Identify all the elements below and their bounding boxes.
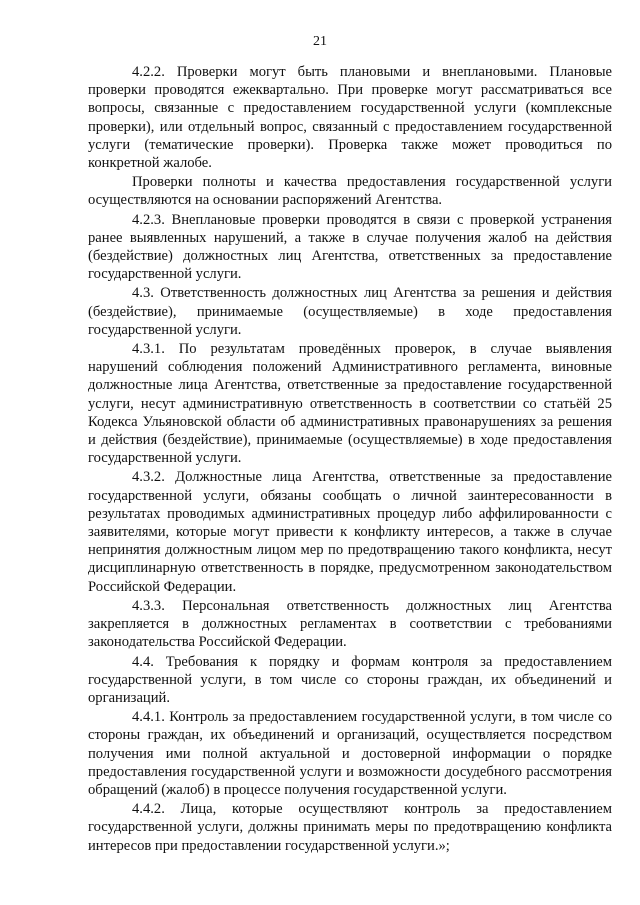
paragraph-inspections-basis: Проверки полноты и качества предоставления государственной услуги осуществляются на основании распоряжений Агентства. [88,174,612,209]
paragraph-4-3-2: 4.3.2. Должностные лица Агентства, ответственные за предоставление государственной услуги, обязаны сообщать о личной заинтересованности в результатах проводимых административных процедур либо аффилированности с заявителями, которые могут привести к конфликту интересов, а также в случае непринятия должностным лицом мер по предотвращению такого конфликта, несут дисциплинарную ответственность в порядке, предусмотренном законодательством Российской Федерации. [88,469,612,595]
document-body [88,63,612,856]
paragraph-4-2-2: 4.2.2. Проверки могут быть плановыми и внеплановыми. Плановые проверки проводятся ежеквартально. При проверке могут рассматриваться все вопросы, связанные с предоставлением государственной услуги (комплексные проверки), или отдельный вопрос, связанный с предоставлением государственной услуги (тематические проверки). Проверка также может проводиться по конкретной жалобе. [88,64,612,172]
paragraph-4-4: 4.4. Требования к порядку и формам контроля за предоставлением государственной услуги, в том числе со стороны граждан, их объединений и организаций. [88,653,612,706]
page-number: 21 [313,34,327,49]
paragraph-4-3-1: 4.3.1. По результатам проведённых проверок, в случае выявления нарушений соблюдения положений Административного регламента, виновные должностные лица Агентства, ответственные за предоставление государственной услуги, несут административную ответственность в соответствии со статьёй 25 Кодекса Ульяновской области об административных правонарушениях за решения и действия (бездействие), принимаемые (осуществляемые) в ходе предоставления государственной услуги. [88,341,612,467]
paragraph-4-4-1: 4.4.1. Контроль за предоставлением государственной услуги, в том числе со стороны граждан, их объединений и организаций, осуществляется посредством получения ими полной актуальной и достоверной информации о порядке предоставления государственной услуги и возможности досудебного рассмотрения обращений (жалоб) в процессе получения государственной услуги. [88,709,612,798]
paragraph-4-2-3: 4.2.3. Внеплановые проверки проводятся в связи с проверкой устранения ранее выявленных нарушений, а также в случае получения жалоб на действия (бездействие) должностных лиц Агентства, ответственных за предоставление государственной услуги. [88,211,612,283]
paragraph-4-3: 4.3. Ответственность должностных лиц Агентства за решения и действия (бездействие), принимаемые (осуществляемые) в ходе предоставления государственной услуги. [88,285,612,338]
paragraph-4-4-2: 4.4.2. Лица, которые осуществляют контроль за предоставлением государственной услуги, должны принимать меры по предотвращению конфликта интересов при предоставлении государственной услуги.»; [88,801,612,854]
paragraph-4-3-3: 4.3.3. Персональная ответственность должностных лиц Агентства закрепляется в должностных регламентах в соответствии с требованиями законодательства Российской Федерации. [88,597,612,651]
